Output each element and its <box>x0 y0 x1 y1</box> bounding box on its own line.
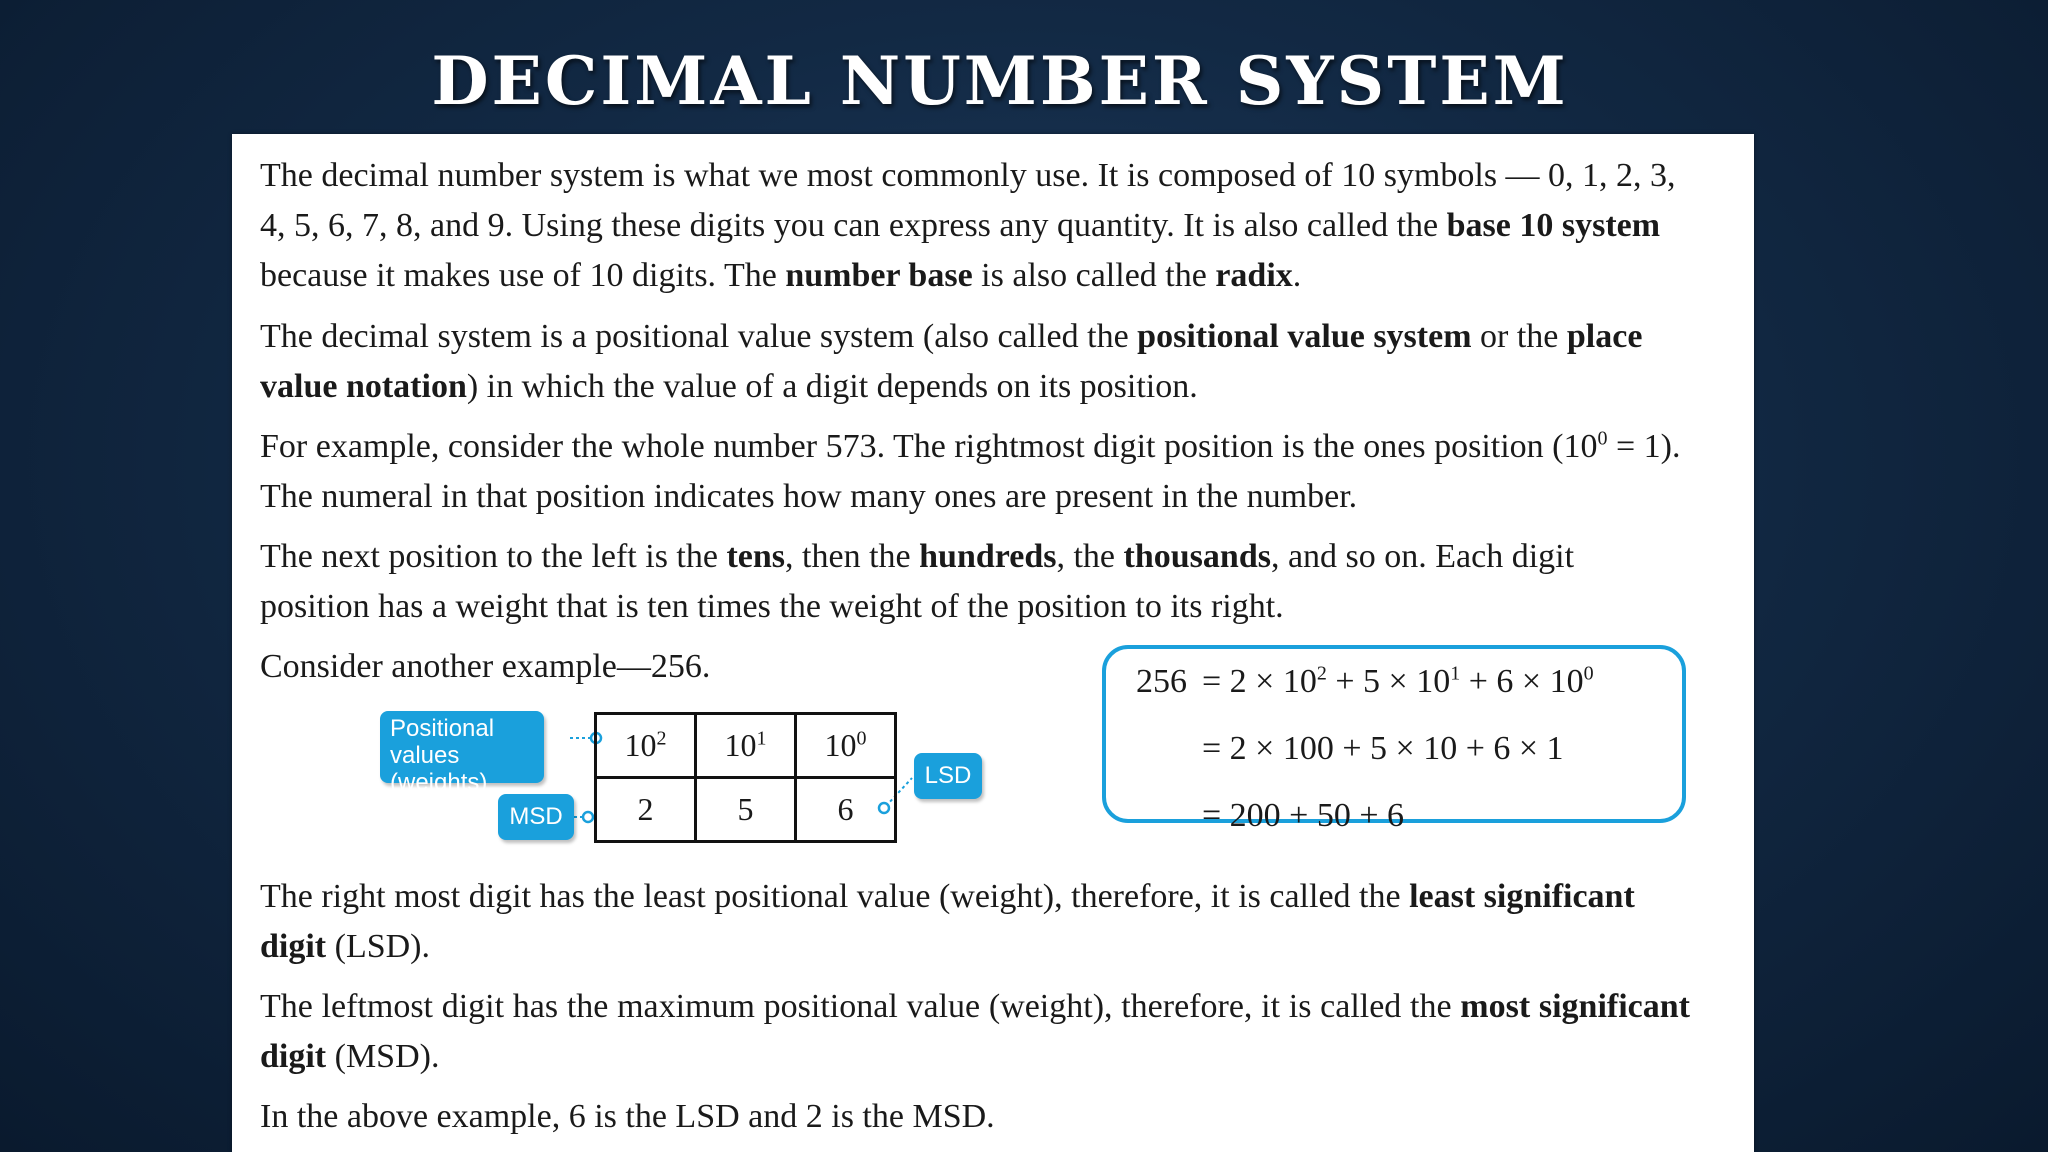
digits-row <box>596 778 896 842</box>
lsd-tag: LSD <box>914 753 982 799</box>
paragraph-example-256: Consider another example—256. <box>260 648 711 685</box>
paragraph-intro: The decimal number system is what we most commonly use. It is composed of 10 symbols — 0, 1, 2, 3, 4, 5, 6, 7, 8, and 9. Using these digits you can express any quantity. It is also called the base 10 system because it makes use of 10 digits. The number base is also called the radix. <box>260 157 1676 294</box>
term-place-value-notation: place value notation <box>260 318 1643 405</box>
msd-tag: MSD <box>498 794 574 840</box>
term-radix: radix <box>1215 257 1293 294</box>
expansion-box <box>1102 645 1686 834</box>
digit-cell: 6 <box>796 778 896 842</box>
term-thousands: thousands <box>1123 538 1271 575</box>
paragraph-conclusion: In the above example, 6 is the LSD and 2 is the MSD. <box>260 1098 995 1135</box>
digit-cell: 2 <box>596 778 696 842</box>
msd-connector-dot <box>583 812 593 822</box>
expansion-line-3: = 200 + 50 + 6 <box>1202 797 1405 834</box>
content-panel <box>232 134 1754 1152</box>
term-hundreds: hundreds <box>919 538 1057 575</box>
weight-cell: $10^1$ <box>696 714 796 778</box>
term-least-significant-digit: least significant digit <box>260 878 1635 965</box>
expansion-line-1: = $2 \times 10^2 + 5 \times 10^1 + 6 \times 10^0$ <box>1202 662 1594 700</box>
positional-values-tag: Positional values (weights) <box>380 711 544 783</box>
term-number-base: number base <box>785 257 973 294</box>
expansion-line-2: = 2 × 100 + 5 × 10 + 6 × 1 <box>1202 730 1564 767</box>
weight-cell: $10^0$ <box>796 714 896 778</box>
term-tens: tens <box>726 538 786 575</box>
term-positional-value-system: positional value system <box>1137 318 1472 355</box>
weight-cell: $10^2$ <box>596 714 696 778</box>
paragraph-positional: The decimal system is a positional value system (also called the positional value system or the place value notation) in which the value of a digit depends on its position. <box>260 318 1643 405</box>
paragraph-example-573: For example, consider the whole number 573. The rightmost digit position is the ones position $(10^0 = 1)$. The numeral in that position indicates how many ones are present in the number. <box>260 427 1681 515</box>
paragraph-weights: The next position to the left is the tens, then the hundreds, the thousands, and so on. Each digit position has a weight that is ten times the weight of the position to its right. <box>260 538 1575 625</box>
slide-title: DECIMAL NUMBER SYSTEM <box>431 42 1569 120</box>
expanded-number: 256 <box>1136 663 1187 700</box>
paragraph-msd: The leftmost digit has the maximum positional value (weight), therefore, it is called the most significant digit (MSD). <box>260 988 1690 1075</box>
paragraph-lsd: The right most digit has the least positional value (weight), therefore, it is called the least significant digit (LSD). <box>260 878 1635 965</box>
term-base-10: base 10 system <box>1446 207 1661 244</box>
weights-row <box>596 714 896 778</box>
digit-cell: 5 <box>696 778 796 842</box>
term-most-significant-digit: most significant digit <box>260 988 1690 1075</box>
place-value-table <box>594 712 897 843</box>
